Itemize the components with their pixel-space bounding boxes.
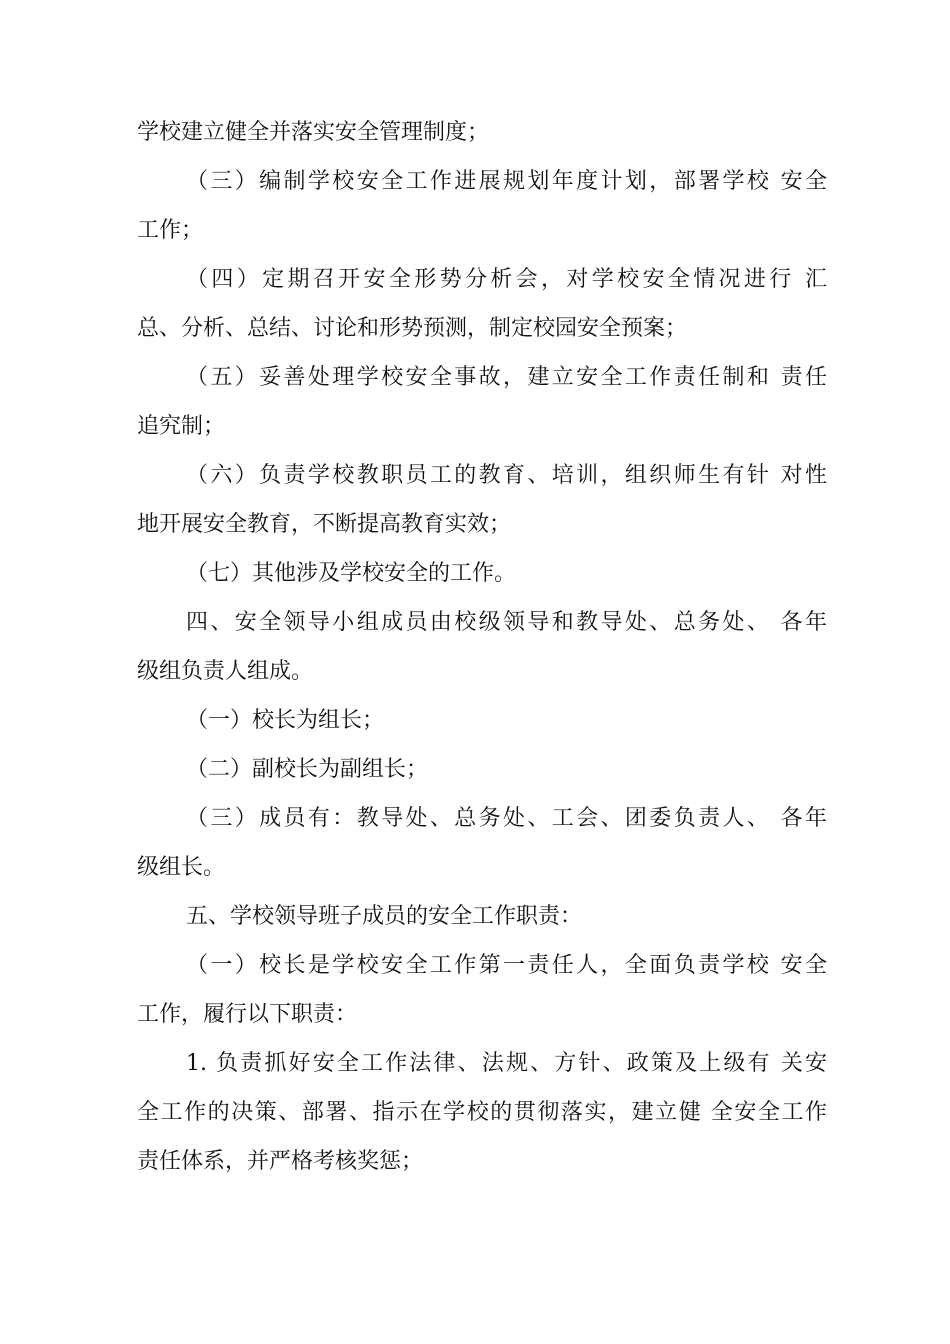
text-line: 1. 负责抓好安全工作法律、法规、方针、政策及上级有 关安	[186, 1051, 827, 1076]
text-line: 工作；	[137, 218, 204, 243]
text-line: （二）副校长为副组长；	[186, 757, 429, 782]
text-line: 学校建立健全并落实安全管理制度；	[137, 120, 490, 145]
text-line: 工作，履行以下职责：	[137, 1002, 358, 1027]
text-line: （六）负责学校教职员工的教育、培训，组织师生有针 对性	[186, 463, 827, 488]
text-line: （七）其他涉及学校安全的工作。	[186, 561, 517, 586]
text-line: 级组长。	[137, 855, 226, 880]
text-line: （一）校长为组长；	[186, 708, 385, 733]
text-line: （一）校长是学校安全工作第一责任人，全面负责学校 安全	[186, 953, 827, 978]
text-line: 五、学校领导班子成员的安全工作职责：	[186, 904, 583, 929]
text-line: 地开展安全教育，不断提高教育实效；	[137, 512, 512, 537]
text-line: 追究制；	[137, 414, 226, 439]
text-line: （四）定期召开安全形势分析会，对学校安全情况进行 汇	[186, 267, 827, 292]
text-line: （三）编制学校安全工作进展规划年度计划，部署学校 安全	[186, 169, 827, 194]
text-line: 总、分析、总结、讨论和形势预测，制定校园安全预案；	[137, 316, 688, 341]
text-line: 四、安全领导小组成员由校级领导和教导处、总务处、 各年	[186, 610, 827, 635]
text-line: （三）成员有：教导处、总务处、工会、团委负责人、 各年	[186, 806, 827, 831]
text-line: 责任体系，并严格考核奖惩；	[137, 1149, 424, 1174]
document-body	[137, 108, 827, 1186]
text-line: 级组负责人组成。	[137, 659, 314, 684]
text-line: 全工作的决策、部署、指示在学校的贯彻落实，建立健 全安全工作	[137, 1100, 827, 1125]
text-line: （五）妥善处理学校安全事故，建立安全工作责任制和 责任	[186, 365, 827, 390]
